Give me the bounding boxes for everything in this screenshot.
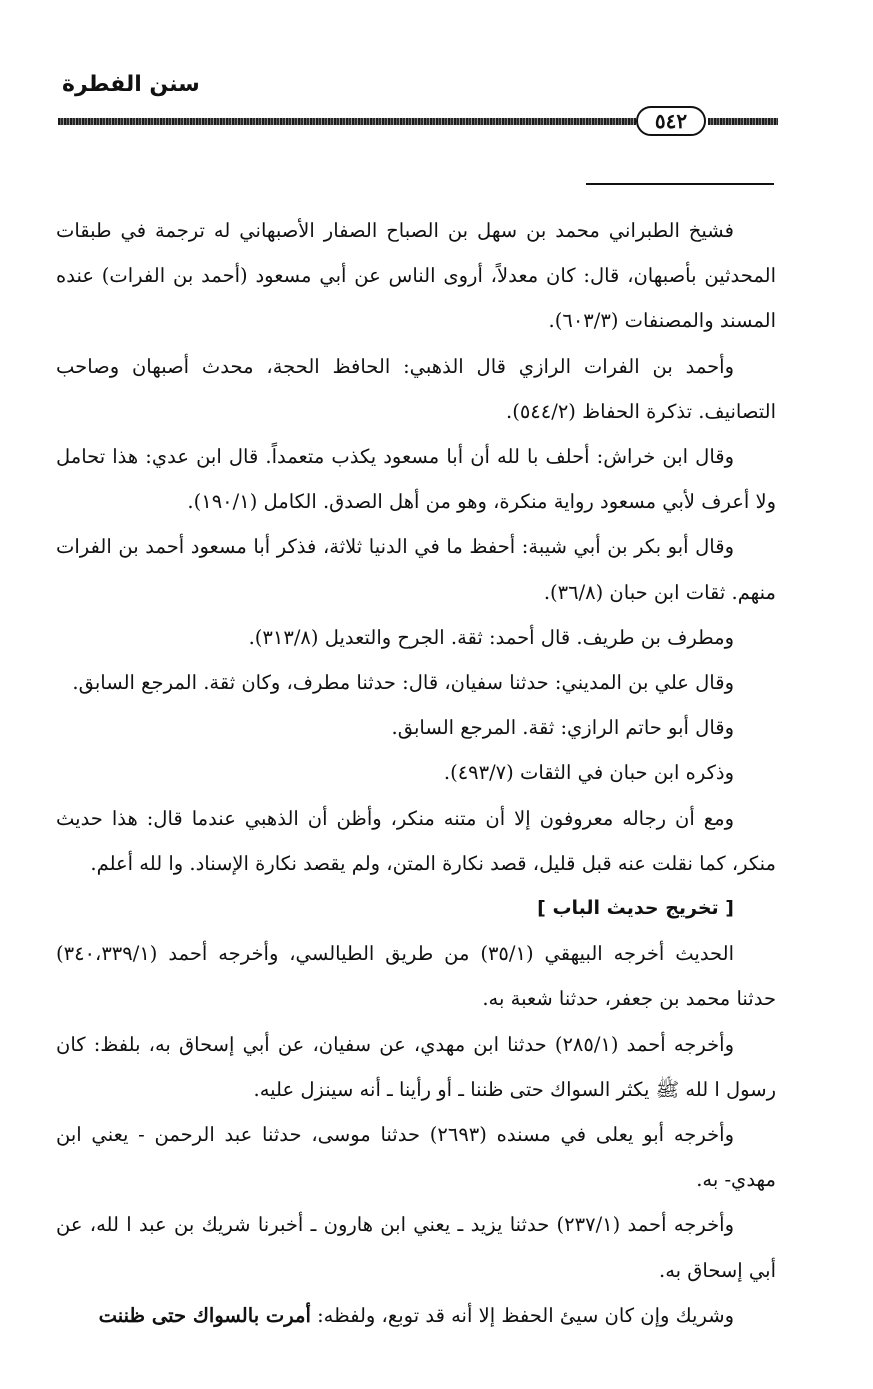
body-text	[56, 208, 776, 1338]
paragraph: وقال ابن خراش: أحلف با لله أن أبا مسعود يكذب متعمداً. قال ابن عدي: هذا تحامل ولا أعرف لأبي مسعود رواية منكرة، وهو من أهل الصدق. الكامل (١٩٠/١).	[56, 445, 776, 514]
paragraph: فشيخ الطبراني محمد بن سهل بن الصباح الصفار الأصبهاني له ترجمة في طبقات المحدثين بأصبهان، قال: كان معدلاً، أروى الناس عن أبي مسعود (أحمد بن الفرات) عنده المسند والمصنفات (٦٠٣/٣).	[56, 219, 776, 333]
paragraph: وأخرجه أبو يعلى في مسنده (٢٦٩٣) حدثنا موسى، حدثنا عبد الرحمن - يعني ابن مهدي- به.	[56, 1123, 776, 1192]
last-line-text: وشريك وإن كان سيئ الحفظ إلا أنه قد توبع، ولفظه:	[310, 1303, 734, 1327]
paragraph: وأخرجه أحمد (٢٨٥/١) حدثنا ابن مهدي، عن سفيان، عن أبي إسحاق به، بلفظ: كان رسول ا لله ﷺ يكثر السواك حتى ظننا ـ أو رأينا ـ أنه سينزل عليه.	[56, 1032, 776, 1101]
last-line-emphasis: أمرت بالسواك حتى ظننت	[98, 1303, 311, 1327]
paragraph: ومطرف بن طريف. قال أحمد: ثقة. الجرح والتعديل (٣١٣/٨).	[248, 625, 734, 649]
section-heading: [ تخريج حديث الباب ]	[537, 897, 734, 920]
paragraph: وأحمد بن الفرات الرازي قال الذهبي: الحافظ الحجة، محدث أصبهان وصاحب التصانيف. تذكرة الحفاظ (٥٤٤/٢).	[56, 354, 776, 423]
paragraph: وأخرجه أحمد (٢٣٧/١) حدثنا يزيد ـ يعني ابن هارون ـ أخبرنا شريك بن عبد ا لله، عن أبي إسحاق به.	[56, 1213, 776, 1282]
paragraph: وقال أبو حاتم الرازي: ثقة. المرجع السابق.	[391, 716, 734, 740]
section-separator	[586, 183, 774, 185]
paragraph: وقال علي بن المديني: حدثنا سفيان، قال: حدثنا مطرف، وكان ثقة. المرجع السابق.	[72, 671, 734, 695]
paragraph: ومع أن رجاله معروفون إلا أن متنه منكر، وأظن أن الذهبي عندما قال: هذا حديث منكر، كما نقلت عنه قبل قليل، قصد نكارة المتن، ولم يقصد نكارة الإسناد. وا لله أعلم.	[56, 806, 776, 875]
header-rule-left	[58, 118, 636, 125]
page-header	[0, 0, 873, 140]
paragraph-last	[56, 1293, 776, 1338]
page-number: ٥٤٢	[636, 106, 706, 136]
paragraph: الحديث أخرجه البيهقي (٣٥/١) من طريق الطيالسي، وأخرجه أحمد (٣٤٠،٣٣٩/١) حدثنا محمد بن جعفر، حدثنا شعبة به.	[56, 942, 776, 1011]
book-title: سنن الفطرة	[62, 72, 200, 97]
header-rule-right	[708, 118, 778, 125]
paragraph: وقال أبو بكر بن أبي شيبة: أحفظ ما في الدنيا ثلاثة، فذكر أبا مسعود أحمد بن الفرات منهم. ثقات ابن حبان (٣٦/٨).	[56, 535, 776, 604]
paragraph: وذكره ابن حبان في الثقات (٤٩٣/٧).	[443, 761, 734, 785]
